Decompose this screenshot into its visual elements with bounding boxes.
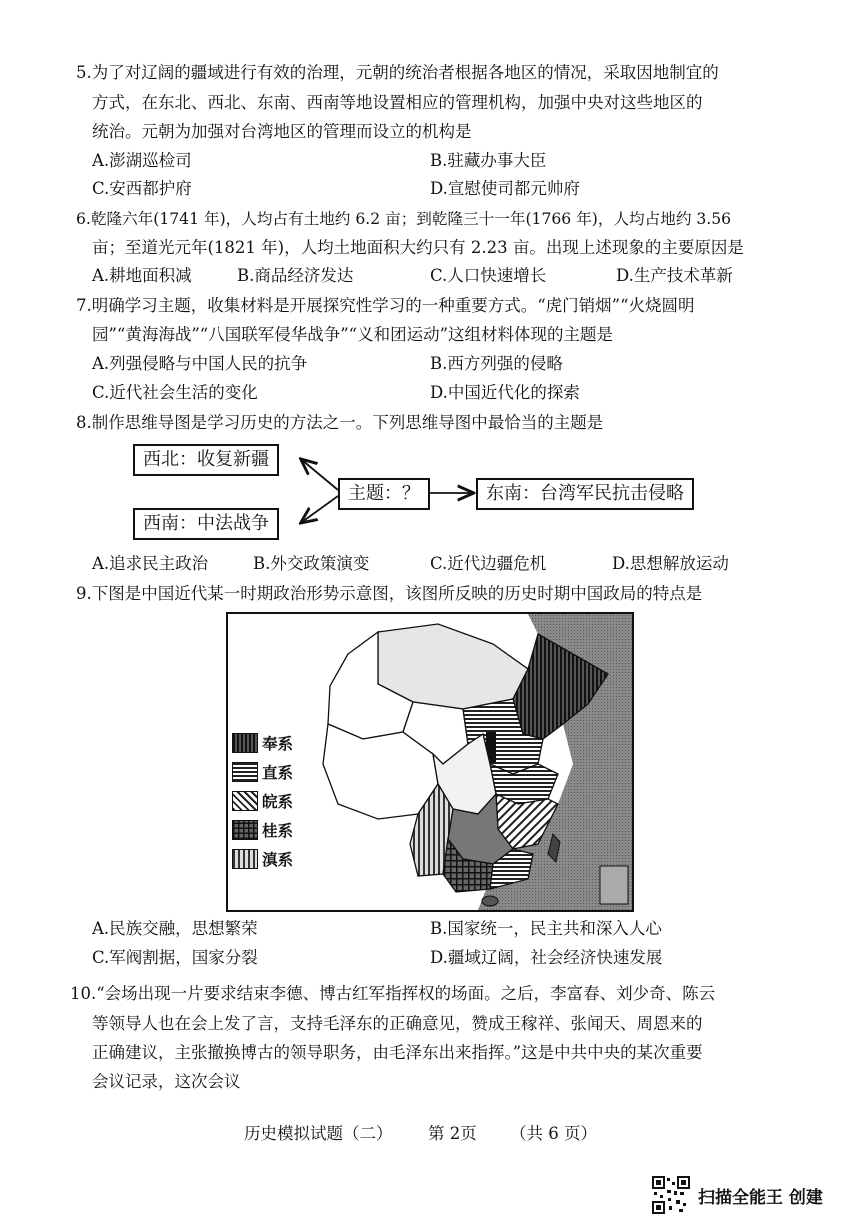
mindmap <box>130 440 730 550</box>
legend-dian-swatch <box>232 849 258 869</box>
footer-title: 历史模拟试题（二） <box>244 1124 393 1143</box>
q8-stem: 8.制作思维导图是学习历史的方法之一。下列思维导图中最恰当的主题是 <box>76 413 604 432</box>
legend-gui-label: 桂系 <box>262 821 294 840</box>
q9-option-c: C.军阀割据，国家分裂 <box>92 948 258 967</box>
legend-zhi-swatch <box>232 762 258 782</box>
watermark-text: 扫描全能王 创建 <box>698 1187 823 1208</box>
footer-total: （共 6 页） <box>510 1124 597 1143</box>
q6-line-2: 亩；至道光元年(1821 年)，人均土地面积大约只有 2.23 亩。出现上述现象的主要原因是 <box>92 238 744 257</box>
q8-option-b: B.外交政策演变 <box>253 554 370 573</box>
legend-wan-swatch <box>232 791 258 811</box>
legend-feng-swatch <box>232 733 258 753</box>
q6-option-a: A.耕地面积减 <box>92 266 192 285</box>
q5-line-3: 统治。元朝为加强对台湾地区的管理而设立的机构是 <box>92 122 472 141</box>
qr-code-icon <box>652 1176 690 1214</box>
q5-option-d: D.宣慰使司都元帅府 <box>430 179 580 198</box>
legend-feng <box>232 732 293 754</box>
legend-wan <box>232 790 293 812</box>
q6-line-1: 6.乾隆六年(1741 年)，人均占有土地约 6.2 亩；到乾隆三十一年(1766 年)，人均占地约 3.56 <box>76 210 732 228</box>
q10-line-4: 会议记录，这次会议 <box>92 1072 241 1091</box>
q7-option-c: C.近代社会生活的变化 <box>92 383 258 402</box>
q8-option-a: A.追求民主政治 <box>92 554 209 573</box>
arrow-to-northwest <box>302 460 338 490</box>
q6-option-d: D.生产技术革新 <box>616 266 733 285</box>
mindmap-southwest: 西南：中法战争 <box>133 508 279 540</box>
footer-page: 第 2页 <box>428 1124 477 1143</box>
q5-option-a: A.澎湖巡检司 <box>92 151 192 170</box>
warlord-map <box>226 612 634 912</box>
q10-line-1: 10.“会场出现一片要求结束李德、博古红军指挥权的场面。之后，李富春、刘少奇、陈云 <box>70 984 716 1003</box>
legend-feng-label: 奉系 <box>262 734 294 753</box>
legend-dian-label: 滇系 <box>262 850 294 869</box>
q8-option-c: C.近代边疆危机 <box>430 554 547 573</box>
q8-option-d: D.思想解放运动 <box>612 554 729 573</box>
q9-option-d: D.疆域辽阔，社会经济快速发展 <box>430 948 663 967</box>
q7-line-1: 7.明确学习主题，收集材料是开展探究性学习的一种重要方式。“虎门销烟”“火烧圆明 <box>76 296 695 315</box>
q7-line-2: 园”“黄海海战”“八国联军侵华战争”“义和团运动”这组材料体现的主题是 <box>92 325 614 344</box>
legend-wan-label: 皖系 <box>262 792 294 811</box>
q9-stem: 9.下图是中国近代某一时期政治形势示意图，该图所反映的历史时期中国政局的特点是 <box>76 584 703 603</box>
mindmap-center: 主题：？ <box>338 478 430 510</box>
q5-option-b: B.驻藏办事大臣 <box>430 151 547 170</box>
scanner-watermark <box>652 1176 823 1214</box>
q7-option-a: A.列强侵略与中国人民的抗争 <box>92 354 308 373</box>
legend-zhi <box>232 761 293 783</box>
q10-line-3: 正确建议，主张撤换博古的领导职务，由毛泽东出来指挥。”这是中共中央的某次重要 <box>92 1043 703 1062</box>
q10-line-2: 等领导人也在会上发了言，支持毛泽东的正确意见，赞成王稼祥、张闻天、周恩来的 <box>92 1014 703 1033</box>
arrow-to-southwest <box>302 496 338 522</box>
q6-option-b: B.商品经济发达 <box>237 266 354 285</box>
q7-option-d: D.中国近代化的探索 <box>430 383 580 402</box>
q9-option-a: A.民族交融，思想繁荣 <box>92 919 258 938</box>
q7-option-b: B.西方列强的侵略 <box>430 354 563 373</box>
q5-line-1: 5.为了对辽阔的疆域进行有效的治理，元朝的统治者根据各地区的情况，采取因地制宜的 <box>76 63 719 82</box>
q6-option-c: C.人口快速增长 <box>430 266 547 285</box>
legend-gui-swatch <box>232 820 258 840</box>
mindmap-southeast: 东南：台湾军民抗击侵略 <box>476 478 694 510</box>
legend-gui <box>232 819 293 841</box>
q5-option-c: C.安西都护府 <box>92 179 192 198</box>
legend-zhi-label: 直系 <box>262 763 294 782</box>
q5-line-2: 方式，在东北、西北、东南、西南等地设置相应的管理机构，加强中央对这些地区的 <box>92 93 703 112</box>
legend-dian <box>232 848 293 870</box>
mindmap-northwest: 西北：收复新疆 <box>133 444 279 476</box>
q9-option-b: B.国家统一，民主共和深入人心 <box>430 919 662 938</box>
